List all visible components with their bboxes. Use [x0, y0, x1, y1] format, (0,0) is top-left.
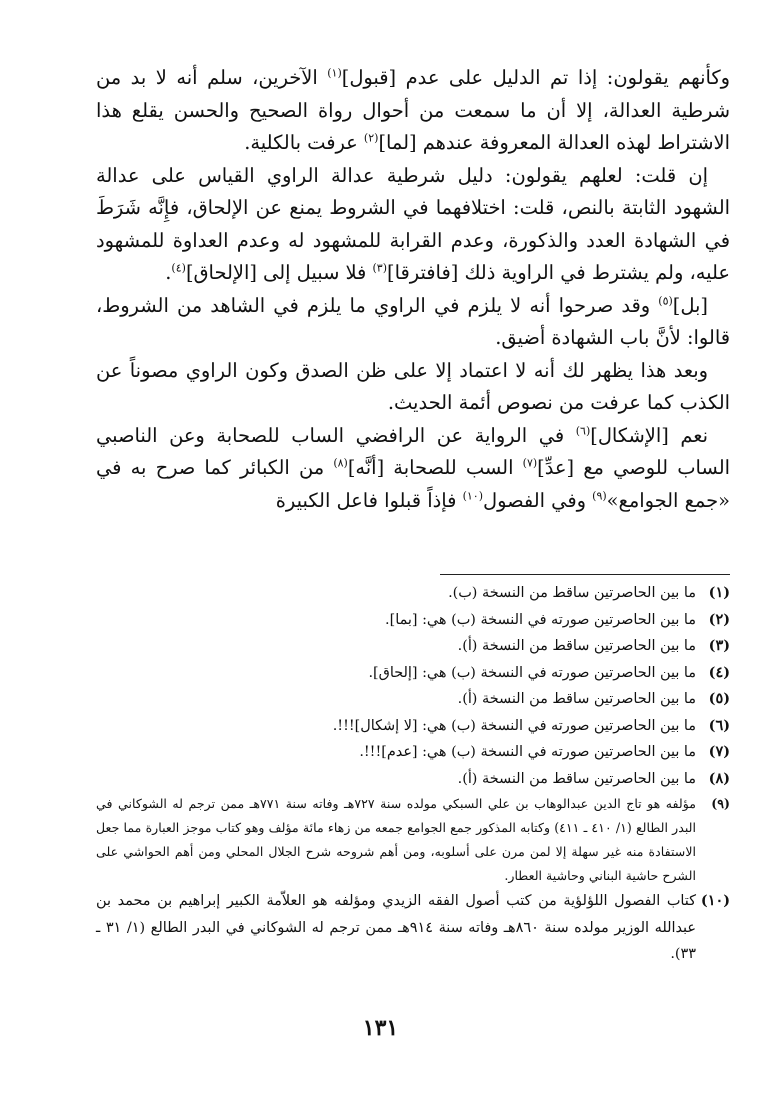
- text-run: وبعد هذا يظهر لك أنه لا اعتماد إلا على ظن الصدق وكون الراوي مصوناً عن الكذب كما عرفت من نصوص أئمة الحديث.: [96, 358, 730, 414]
- text-run: .: [165, 261, 172, 284]
- footnote-text: مؤلفه هو تاج الدين عبدالوهاب بن علي السبكي مولده سنة ٧٢٧هـ وفاته سنة ٧٧١هـ ممن ترجم له الشوكاني في البدر الطالع (١/ ٤١٠ ـ ٤١١) وكتابه المذكور جمع الجوامع جمعه من زهاء مائة مؤلف وهو كتاب موجز العبارة مما جعل الاستفادة منه غير سهلة إلا لمن مرن على أسلوبه، ومن أهم شروحه شرح الجلال المحلي ومن أهم الحواشي على الشرح حاشية البناني وحاشية العطار.: [96, 796, 696, 883]
- footnote-text: ما بين الحاصرتين صورته في النسخة (ب) هي: [إلحاق].: [368, 664, 696, 681]
- footnote-ref[interactable]: (١): [327, 66, 342, 80]
- footnote-text: ما بين الحاصرتين صورته في النسخة (ب) هي: [عدم]!!!.: [359, 744, 696, 760]
- text-run: وقد صرحوا أنه لا يلزم في الراوي ما يلزم في الشاهد من الشروط، قالوا: لأنَّ باب الشهادة أضيق.: [96, 293, 730, 349]
- footnote-number: (٨): [708, 769, 730, 787]
- footnote-number: (١): [708, 584, 730, 601]
- text-run: الآخرين، سلم أنه لا بد من شرطية العدالة، إلا أن ما سمعت من أحوال رواة الصحيح والحسن يقلع هذا الاشتراط لهذه العدالة المعروفة عندهم [لما]: [96, 66, 730, 154]
- footnote-number: (١٠): [700, 892, 730, 909]
- footnote-text: ما بين الحاصرتين ساقط من النسخة (أ).: [457, 770, 696, 787]
- footnote-number: (٧): [708, 743, 730, 760]
- text-run: السب للصحابة [أنَّه]: [347, 456, 523, 479]
- footnote-separator: [440, 574, 730, 575]
- footnote-ref[interactable]: (٦): [575, 424, 591, 438]
- text-run: في الرواية عن الرافضي الساب للصحابة وعن الناصبي الساب للوصي مع [عدِّ]: [96, 423, 731, 479]
- footnote-4: [96, 660, 730, 687]
- footnote-number: (٣): [708, 637, 730, 654]
- footnote-text: ما بين الحاصرتين ساقط من النسخة (ب).: [448, 585, 696, 601]
- text-run: من الكبائر كما صرح به في «جمع الجوامع»: [96, 456, 730, 512]
- footnote-5: [96, 686, 730, 713]
- footnote-number: (٤): [708, 663, 730, 681]
- footnote-6: [96, 713, 730, 740]
- footnote-1: [96, 580, 730, 607]
- footnote-number: (٢): [708, 610, 730, 628]
- text-run: فإذاً قبلوا فاعل الكبيرة: [275, 488, 463, 512]
- text-run: وفي الفصول: [482, 488, 593, 512]
- paragraph-4: [96, 355, 730, 420]
- footnote-text: ما بين الحاصرتين صورته في النسخة (ب) هي: [لا إشكال]!!!.: [332, 717, 696, 734]
- footnote-number: (٩): [711, 796, 730, 811]
- footnote-text: ما بين الحاصرتين ساقط من النسخة (أ).: [457, 638, 696, 654]
- footnote-3: [96, 633, 730, 660]
- footnote-text: كتاب الفصول اللؤلؤية من كتب أصول الفقه الزيدي ومؤلفه هو العلاّمة الكبير إبراهيم بن محمد بن عبدالله الوزير مولده سنة ٨٦٠هـ وفاته سنة ٩١٤هـ ممن ترجم له الشوكاني في البدر الطالع (١/ ٣١ ـ ٣٣).: [96, 893, 696, 962]
- paragraph-2: [96, 160, 730, 290]
- footnote-text: ما بين الحاصرتين ساقط من النسخة (أ).: [457, 691, 696, 707]
- footnote-number: (٦): [708, 716, 730, 734]
- footnote-ref[interactable]: (٧): [522, 456, 538, 470]
- text-run: نعم [الإشكال]: [590, 423, 708, 447]
- footnote-ref[interactable]: (٢): [363, 131, 379, 145]
- footnote-ref[interactable]: (٣): [372, 261, 387, 275]
- footnote-8: [96, 766, 730, 793]
- main-text: [96, 62, 730, 517]
- footnote-ref[interactable]: (٩): [592, 489, 607, 503]
- footnote-ref[interactable]: (٤): [171, 261, 186, 275]
- text-run: فلا سبيل إلى [الإلحاق]: [185, 261, 373, 284]
- footnote-9: [96, 792, 730, 888]
- footnotes: [96, 580, 730, 968]
- footnote-10: [96, 888, 730, 968]
- paragraph-1: [96, 62, 730, 160]
- footnote-ref[interactable]: (٨): [333, 456, 348, 470]
- text-run: عرفت بالكلية.: [244, 131, 364, 154]
- footnote-ref[interactable]: (١٠): [462, 489, 483, 503]
- page-number: ١٣١: [362, 1015, 399, 1041]
- text-run: وكأنهم يقولون: إذا تم الدليل على عدم [قبول]: [341, 66, 730, 89]
- footnote-ref[interactable]: (٥): [658, 294, 673, 308]
- paragraph-5: [96, 420, 730, 518]
- footnote-7: [96, 739, 730, 766]
- paragraph-3: [96, 290, 730, 355]
- footnote-text: ما بين الحاصرتين صورته في النسخة (ب) هي: [بما].: [385, 611, 696, 628]
- text-run: إن قلت: لعلهم يقولون: دليل شرطية عدالة الراوي القياس على عدالة الشهود الثابتة بالنص، قلت: اختلافهما في الشروط يمنع عن الإلحاق، فإِنَّه شَرَطَ في الشهادة العدد والذكورة، وعدم القرابة للمشهود له وعدم العداوة للمشهود عليه، ولم يشترط في الراوية ذلك [فافترقا]: [96, 163, 730, 284]
- text-run: [بل]: [672, 293, 708, 317]
- footnote-2: [96, 607, 730, 634]
- footnote-number: (٥): [708, 690, 730, 707]
